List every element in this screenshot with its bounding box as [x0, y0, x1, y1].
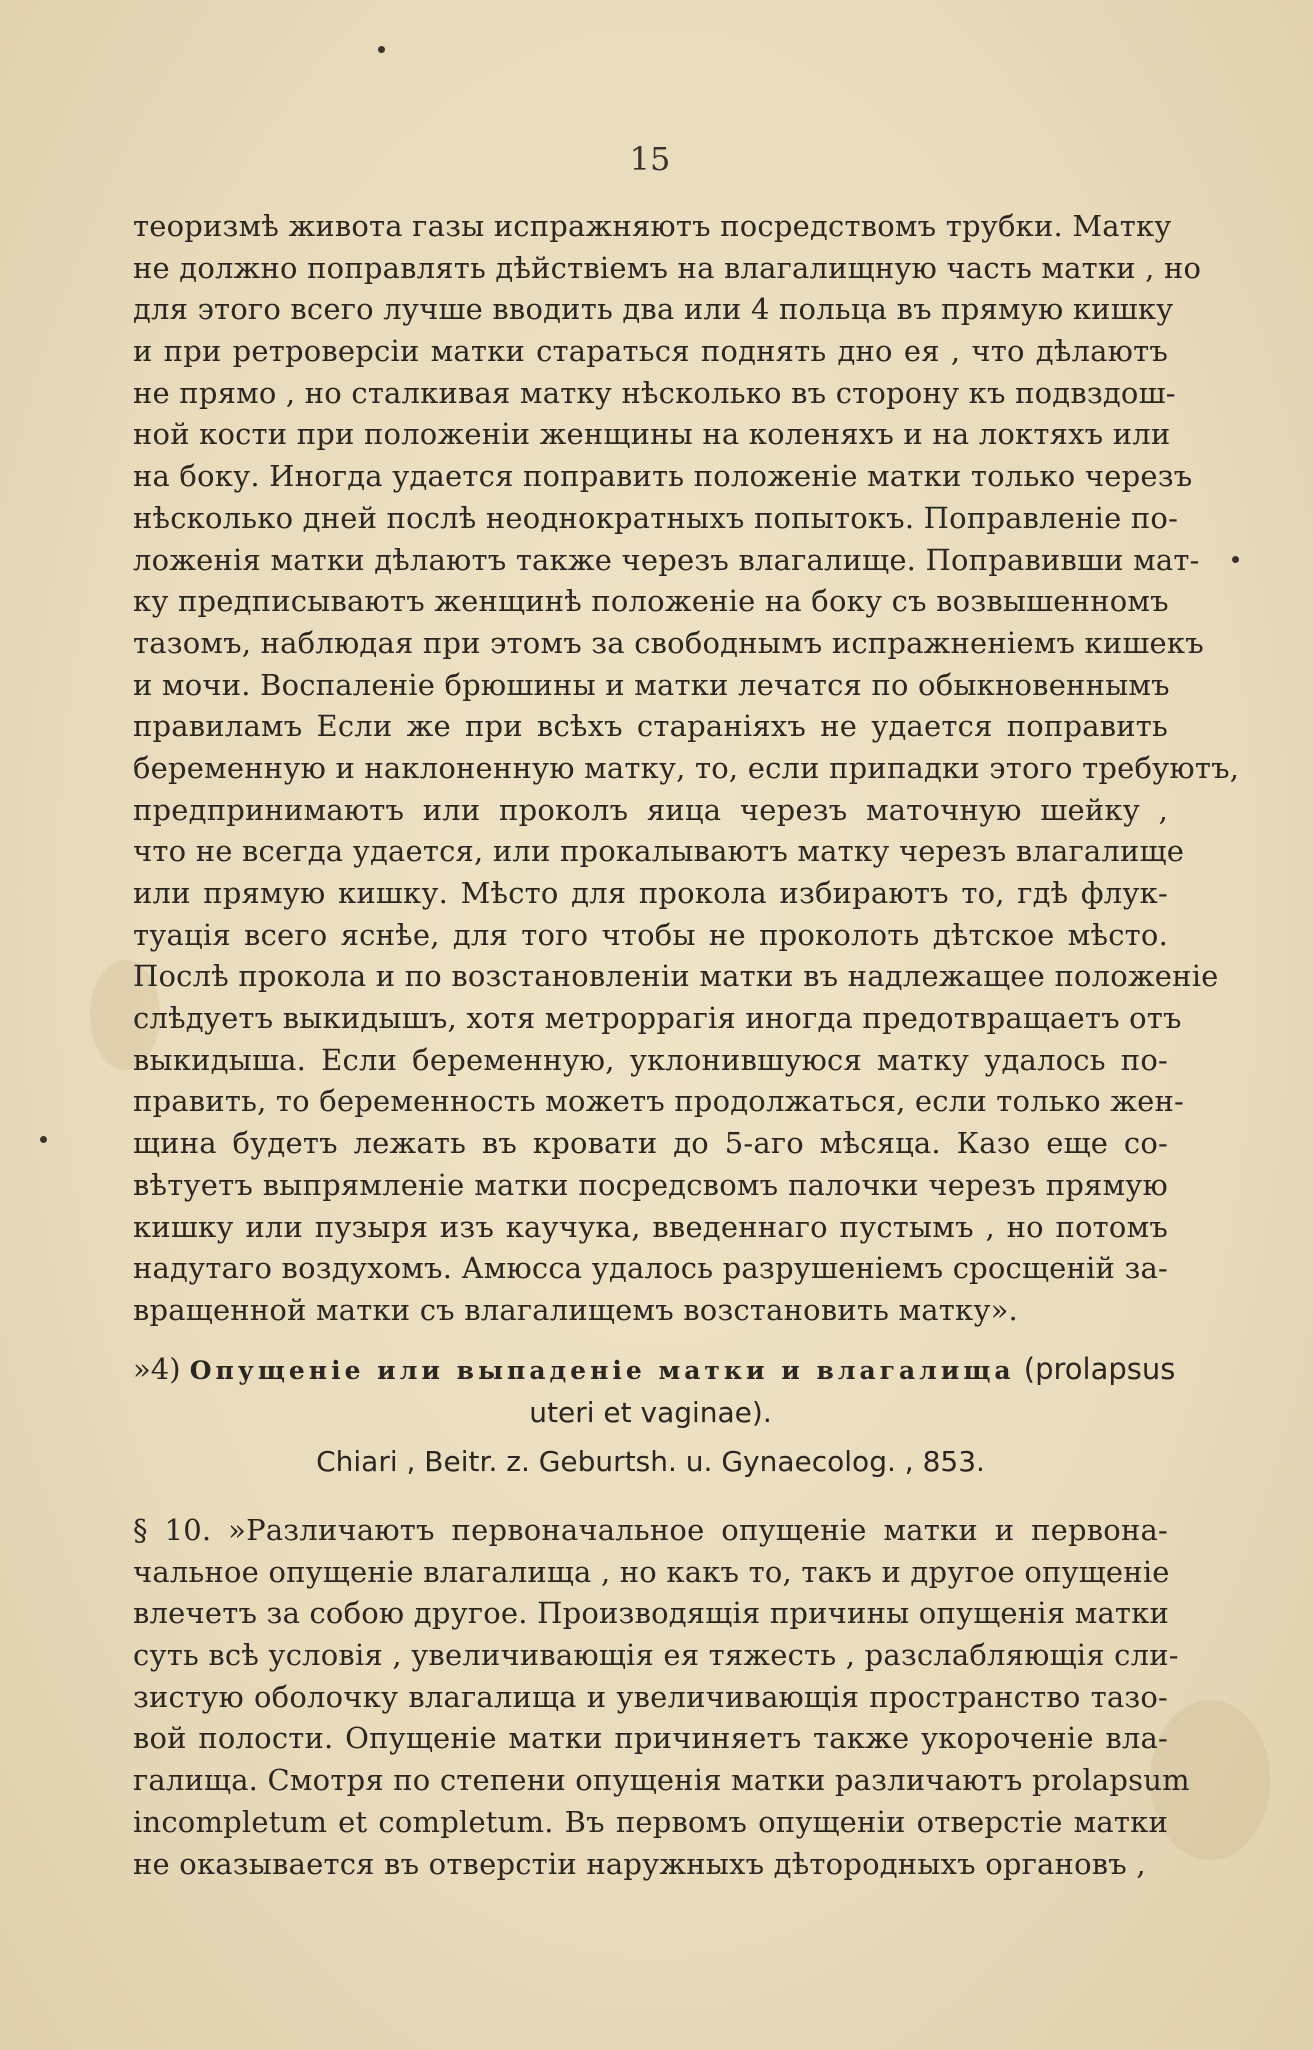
- text-line: нѣсколько дней послѣ неоднократныхъ попытокъ. Поправленіе по-: [133, 500, 1179, 535]
- text-line: щина будетъ лежать въ кровати до 5-аго мѣсяца. Казо еще со-: [133, 1126, 1168, 1161]
- text-line: на боку. Иногда удается поправить положеніе матки только черезъ: [133, 459, 1193, 494]
- text-line: ной кости при положеніи женщины на коленяхъ и на локтяхъ или: [133, 417, 1171, 452]
- paragraph-1: [133, 206, 1240, 1332]
- text-line: § 10. »Различаютъ первоначальное опущеніе матки и первона-: [133, 1513, 1168, 1547]
- text-line: и при ретроверсіи матки стараться поднять дно ея , что дѣлаютъ: [133, 334, 1168, 369]
- text-line: влечетъ за собою другое. Производящія причины опущенія матки: [133, 1596, 1170, 1631]
- text-line: выкидыша. Если беременную, уклонившуюся матку удалось по-: [133, 1042, 1168, 1077]
- ink-speck: [378, 46, 385, 53]
- text-line: для этого всего лучше вводить два или 4 польца въ прямую кишку: [133, 292, 1174, 327]
- text-line: ложенія матки дѣлаютъ также черезъ влагалище. Поправивши мат-: [133, 542, 1200, 577]
- ink-speck: [1232, 556, 1239, 563]
- heading-number: »4): [133, 1352, 181, 1386]
- text-line: зистую оболочку влагалища и увеличивающія пространство тазо-: [133, 1679, 1168, 1714]
- page-number: 15: [629, 140, 671, 178]
- text-line: или прямую кишку. Мѣсто для прокола избираютъ то, гдѣ флук-: [133, 876, 1168, 910]
- text-line: вращенной матки съ влагалищемъ возстановить матку».: [133, 1292, 1018, 1327]
- text-line: ку предписываютъ женщинѣ положеніе на боку съ возвышенномъ: [133, 584, 1169, 619]
- citation: Chiari , Beitr. z. Geburtsh. u. Gynaecolog. , 853.: [316, 1445, 985, 1478]
- text-line: предпринимаютъ или проколъ яица черезъ маточную шейку ,: [133, 792, 1168, 827]
- text-line: не должно поправлять дѣйствіемъ на влагалищную часть матки , но: [133, 250, 1202, 285]
- text-line: кишку или пузыря изъ каучука, введеннаго пустымъ , но потомъ: [133, 1209, 1168, 1244]
- heading-line-1: [133, 1348, 1176, 1392]
- text-line: не оказывается въ отверстіи наружныхъ дѣтородныхъ органовъ ,: [133, 1846, 1146, 1881]
- text-line: править, то беременность можетъ продолжаться, если только жен-: [133, 1084, 1184, 1119]
- text-line: не прямо , но сталкивая матку нѣсколько въ сторону къ подвздош-: [133, 375, 1176, 410]
- text-line: надутаго воздухомъ. Амюсса удалось разрушеніемъ сроcщеній за-: [133, 1251, 1168, 1286]
- text-line: беременную и наклоненную матку, то, если припадки этого требуютъ,: [133, 750, 1240, 785]
- text-line: incompletum et completum. Въ первомъ опущеніи отверстіе матки: [133, 1804, 1168, 1839]
- text-line: суть всѣ условія , увеличивающія ея тяжесть , разслабляющія сли-: [133, 1638, 1179, 1673]
- ink-speck: [40, 1136, 47, 1143]
- text-line: чальное опущеніе влагалища , но какъ то, такъ и другое опущеніе: [133, 1554, 1170, 1589]
- text-line: слѣдуетъ выкидышъ, хотя метроррагія иногда предотвращаетъ отъ: [133, 1001, 1182, 1036]
- text-line: теоризмѣ живота газы испражняютъ посредствомъ трубки. Матку: [133, 209, 1172, 243]
- text-line: тазомъ, наблюдая при этомъ за свободнымъ испражненіемъ кишекъ: [133, 625, 1204, 660]
- paragraph-2: [133, 1510, 1190, 1885]
- text-line: что не всегда удается, или прокалываютъ матку черезъ влагалище: [133, 834, 1185, 869]
- section-heading: [133, 1348, 1176, 1434]
- text-line: правиламъ Если же при всѣхъ стараніяхъ не удается поправить: [133, 709, 1168, 744]
- heading-title: Опущеніе или выпаденіе матки и влагалища: [189, 1356, 1015, 1385]
- heading-latin-open: (prolapsus: [1023, 1352, 1176, 1386]
- text-line: вой полости. Опущеніе матки причиняетъ также укороченіе вла-: [133, 1721, 1168, 1756]
- text-line: и мочи. Воспаленіе брюшины и матки лечатся по обыкновеннымъ: [133, 667, 1170, 702]
- text-line: вѣтуетъ выпрямленіе матки посредсвомъ палочки черезъ прямую: [133, 1167, 1168, 1202]
- text-line: Послѣ прокола и по возстановленіи матки въ надлежащее положеніе: [133, 959, 1219, 994]
- text-line: туація всего яснѣе, для того чтобы не проколоть дѣтское мѣсто.: [133, 917, 1168, 952]
- heading-line-2: uteri et vaginae).: [529, 1396, 772, 1429]
- text-line: галища. Смотря по степени опущенія матки различаютъ prolapsum: [133, 1763, 1190, 1798]
